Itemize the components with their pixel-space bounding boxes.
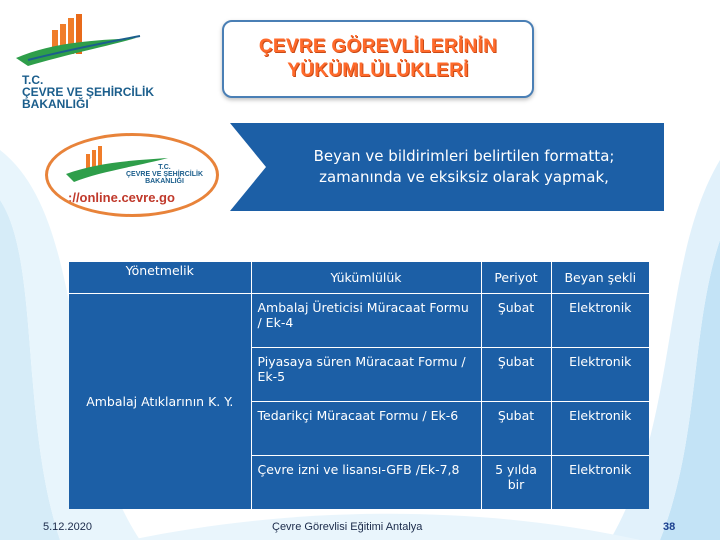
obligations-table	[69, 262, 649, 509]
seal-line: ÇEVRE VE ŞEHİRCİLİK	[126, 171, 204, 178]
seal-line: T.C.	[158, 164, 171, 171]
footer-date: 5.12.2020	[43, 521, 92, 533]
logo-line: BAKANLIĞI	[22, 97, 89, 111]
online-portal-seal	[45, 133, 219, 217]
page-title-line-1: ÇEVRE GÖREVLİLERİNİN	[258, 36, 498, 57]
header-obligation: Yükümlülük	[251, 262, 481, 294]
table-row	[69, 294, 649, 348]
seal-url: ://online.cevre.go	[68, 190, 175, 205]
regulation-cell: Ambalaj Atıklarının K. Y.	[69, 294, 251, 510]
table-header-row	[69, 262, 649, 294]
seal-text	[126, 164, 203, 185]
method-cell: Elektronik	[551, 294, 649, 348]
info-line-2: zamanında ve eksiksiz olarak yapmak,	[319, 168, 609, 186]
period-cell: Şubat	[481, 402, 551, 456]
seal-line: BAKANLIĞI	[145, 178, 184, 185]
footer-center-text: Çevre Görevlisi Eğitimi Antalya	[272, 521, 423, 533]
header-method: Beyan şekli	[551, 262, 649, 294]
header-period: Periyot	[481, 262, 551, 294]
period-cell: Şubat	[481, 348, 551, 402]
info-line-1: Beyan ve bildirimleri belirtilen formatta;	[313, 147, 615, 165]
obligation-cell: Piyasaya süren Müracaat Formu / Ek-5	[251, 348, 481, 402]
page-title-line-2: YÜKÜMLÜLÜKLERİ	[287, 60, 469, 81]
ministry-logo-icon	[8, 10, 158, 70]
obligation-cell: Tedarikçi Müracaat Formu / Ek-6	[251, 402, 481, 456]
method-cell: Elektronik	[551, 456, 649, 510]
obligation-cell: Ambalaj Üreticisi Müracaat Formu / Ek-4	[251, 294, 481, 348]
info-banner-text	[268, 123, 660, 211]
period-cell: Şubat	[481, 294, 551, 348]
info-banner-notch	[230, 123, 266, 211]
method-cell: Elektronik	[551, 348, 649, 402]
method-cell: Elektronik	[551, 402, 649, 456]
logo-line: T.C.	[22, 73, 44, 87]
page-title-box	[222, 20, 534, 98]
footer-page-number: 38	[663, 521, 676, 533]
obligation-cell: Çevre izni ve lisansı-GFB /Ek-7,8	[251, 456, 481, 510]
period-cell: 5 yılda bir	[481, 456, 551, 510]
ministry-logo-text	[22, 74, 154, 110]
logo-line: ÇEVRE VE ŞEHİRCİLİK	[22, 85, 155, 99]
header-regulation: Yönetmelik	[69, 262, 251, 294]
ministry-logo	[8, 10, 158, 115]
